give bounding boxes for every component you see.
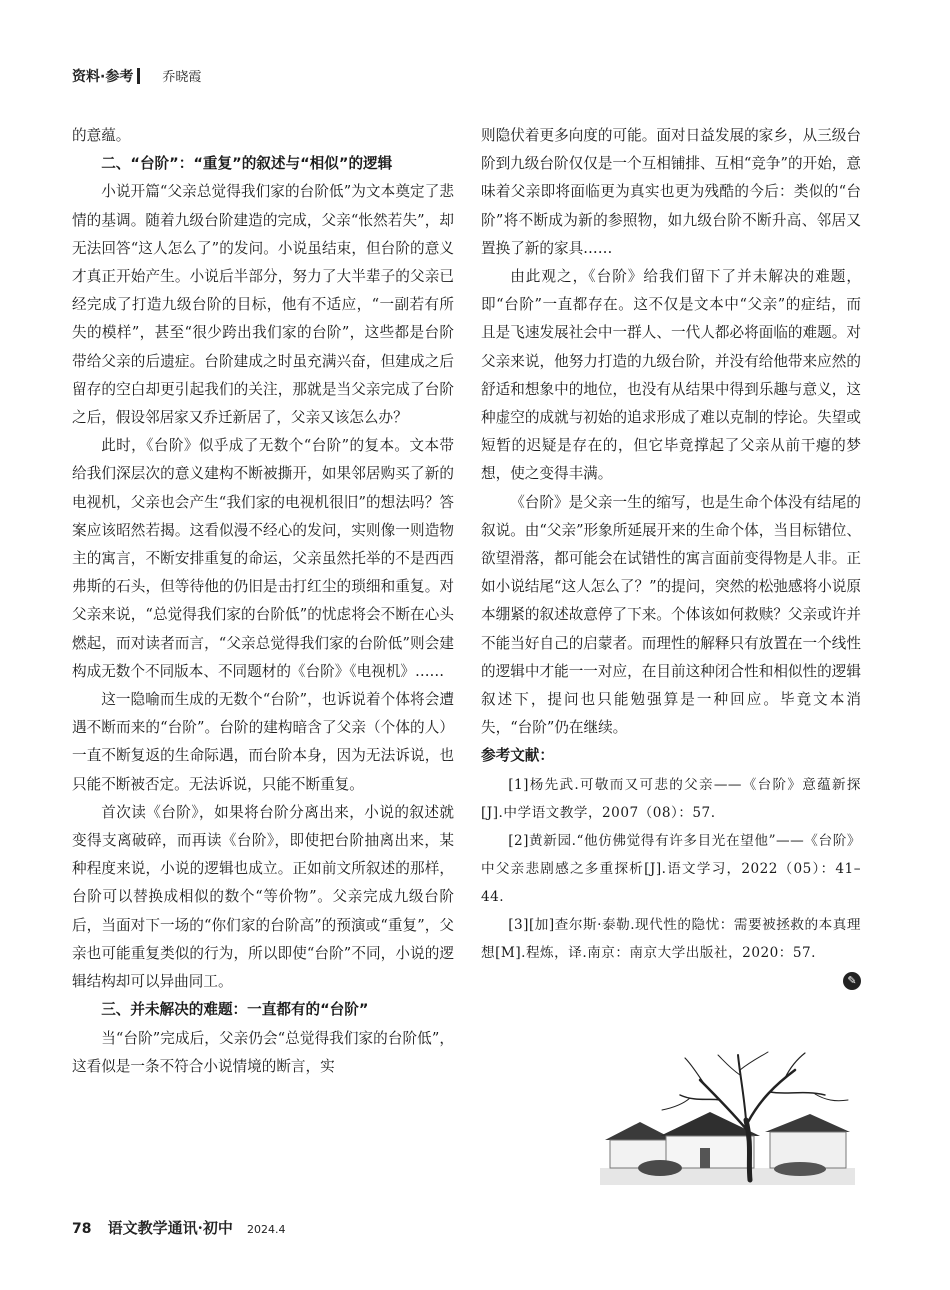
page-footer (72, 1217, 286, 1238)
house-roof-icon (765, 1114, 850, 1132)
house-roof-icon (605, 1122, 675, 1140)
door (700, 1148, 710, 1168)
paragraph: 由此观之，《台阶》给我们留下了并未解决的难题，即“台阶”一直都存在。这不仅是文本中“父亲”的症结，而且是飞速发展社会中一群人、一代人都必将面临的难题。对父亲来说，他努力打造的九级台阶，并没有给他带来应然的舒适和想象中的地位，也没有从结果中得到乐趣与意义，这种虚空的成就与初始的追求形成了难以克制的悖论。失望或短暂的迟疑是存在的，但它毕竟撑起了父亲从前干瘪的梦想，使之变得丰满。 (481, 268, 861, 483)
page-number: 78 (72, 1221, 92, 1237)
paragraph: 的意蕴。 (72, 127, 131, 144)
section-label: 资料·参考 (72, 69, 134, 85)
reference-item: [3][加]查尔斯·泰勒.现代性的隐忧：需要被拯救的本真理想[M].程炼，译.南京：南京大学出版社，2020：57. (481, 916, 861, 961)
paragraph: 则隐伏着更多向度的可能。面对日益发展的家乡，从三级台阶到九级台阶仅仅是一个互相铺排、互相“竞争”的开始，意味着父亲即将面临更为真实也更为残酷的今后：类似的“台阶”将不断成为新的参照物，如九级台阶不断升高、邻居又置换了新的家具…… (481, 127, 861, 257)
bush (638, 1160, 682, 1176)
paragraph: 当“台阶”完成后，父亲仍会“总觉得我们家的台阶低”，这看似是一条不符合小说情境的断言，实 (72, 1029, 454, 1075)
right-column (481, 122, 861, 989)
section-heading: 二、“台阶”：“重复”的叙述与“相似”的逻辑 (101, 155, 393, 173)
end-of-article-icon: ✎ (843, 972, 861, 990)
paragraph: 小说开篇“父亲总觉得我们家的台阶低”为文本奠定了悲情的基调。随着九级台阶建造的完成，父亲“怅然若失”，却无法回答“这人怎么了”的发问。小说虽结束，但台阶的意义才真正开始产生。小说后半部分，努力了大半辈子的父亲已经完成了打造九级台阶的目标，他有不适应，“一副若有所失的模样”，甚至“很少跨出我们家的台阶”，这些都是台阶带给父亲的后遗症。台阶建成之时虽充满兴奋，但建成之后留存的空白却更引起我们的关注，那就是当父亲完成了台阶之后，假设邻居家又乔迁新居了，父亲又该怎么办？ (72, 183, 454, 427)
running-header (72, 66, 201, 86)
author-name: 乔晓霞 (162, 70, 202, 85)
bush (774, 1162, 826, 1176)
paragraph: 首次读《台阶》，如果将台阶分离出来，小说的叙述就变得支离破碎，而再读《台阶》，即使把台阶抽离出来，某种程度来说，小说的逻辑也成立。正如前文所叙述的那样，台阶可以替换成相似的数个“等价物”。父亲完成九级台阶后，当面对下一场的“你们家的台阶高”的预演或“重复”，父亲也可能重复类似的行为，所以即使“台阶”不同，小说的逻辑结构却可以异曲同工。 (72, 803, 454, 991)
references-title: 参考文献： (481, 747, 554, 765)
paragraph: 《台阶》是父亲一生的缩写，也是生命个体没有结尾的叙说。由“父亲”形象所延展开来的生命个体，当目标错位、欲望滑落，都可能会在试错性的寓言面前变得物是人非。正如小说结尾“这人怎么了？”的提问，突然的松弛感将小说原本绷紧的叙述故意停了下来。个体该如何救赎？父亲或许并不能当好自己的启蒙者。而理性的解释只有放置在一个线性的逻辑中才能一一对应，在目前这种闭合性和相似性的逻辑叙述下，提问也只能勉强算是一种回应。毕竟文本消失，“台阶”仍在继续。 (481, 493, 861, 737)
header-divider (137, 68, 140, 84)
journal-name: 语文教学通讯·初中 (107, 1219, 233, 1237)
paragraph: 这一隐喻而生成的无数个“台阶”，也诉说着个体将会遭遇不断而来的“台阶”。台阶的建构暗含了父亲（个体的人）一直不断复返的生命际遇，而台阶本身，因为无法诉说，也只能不断被否定。无法诉说，只能不断重复。 (72, 691, 454, 793)
reference-item: [1]杨先武.可敬而又可悲的父亲——《台阶》意蕴新探[J].中学语文教学，2007（08）：57. (481, 776, 861, 821)
section-heading: 三、并未解决的难题：一直都有的“台阶” (101, 1001, 369, 1019)
left-column (72, 122, 454, 1081)
paragraph: 此时，《台阶》似乎成了无数个“台阶”的复本。文本带给我们深层次的意义建构不断被撕开，如果邻居购买了新的电视机，父亲也会产生“我们家的电视机很旧”的想法吗？答案应该昭然若揭。这看似漫不经心的发问，实则像一则造物主的寓言，不断安排重复的命运，父亲虽然托举的不是西西弗斯的石头，但等待他的仍旧是击打红尘的琐细和重复。对父亲来说，“总觉得我们家的台阶低”的忧虑将会不断在心头燃起，而对读者而言，“父亲总觉得我们家的台阶低”则会建构成无数个不同版本、不同题材的《台阶》《电视机》…… (72, 437, 454, 680)
references-list (481, 771, 861, 967)
issue-number: 2024.4 (247, 1223, 286, 1236)
end-mark-row (481, 967, 861, 989)
ink-landscape-illustration (600, 1050, 855, 1185)
reference-item: [2]黄新园.“他仿佛觉得有许多目光在望他”——《台阶》中父亲悲剧感之多重探析[J].语文学习，2022（05）：41–44. (481, 832, 861, 905)
